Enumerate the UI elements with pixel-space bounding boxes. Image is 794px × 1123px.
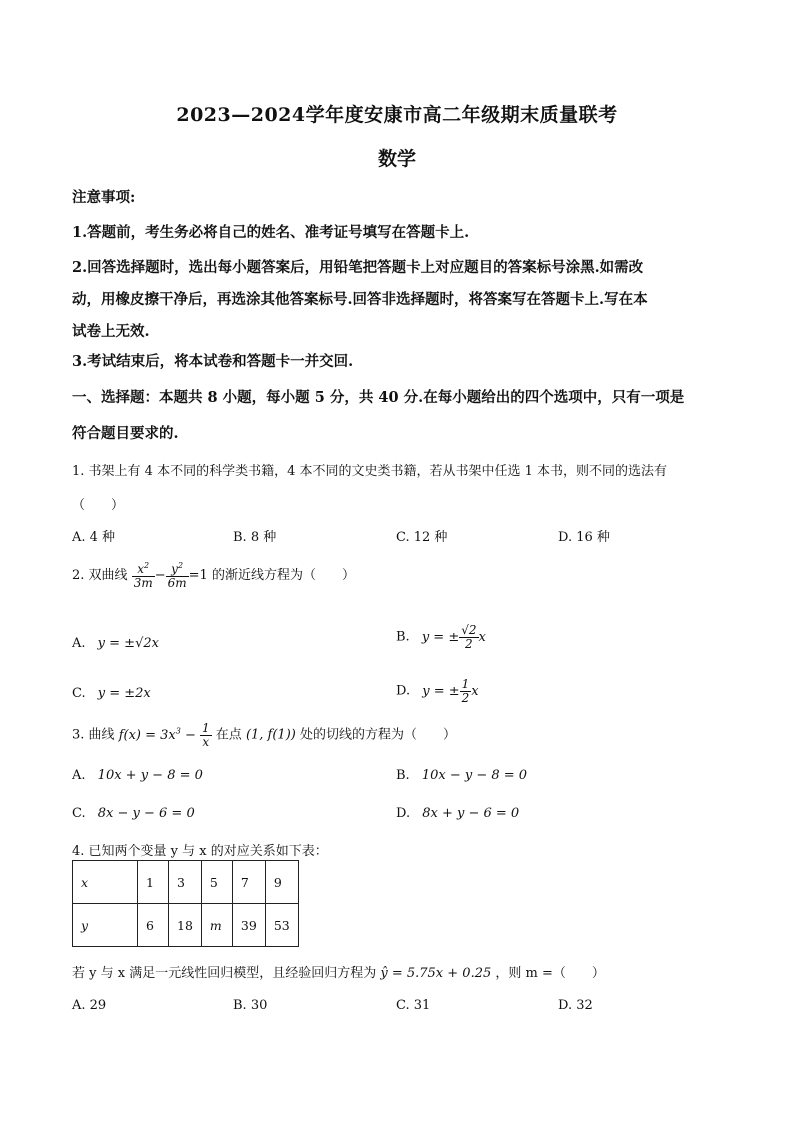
table-cell: 9 [265, 861, 298, 904]
notice-item-2-line-2: 动，用橡皮擦干净后，再选涂其他答案标号.回答非选择题时，将答案写在答题卡上.写在本 [72, 291, 648, 308]
table-cell: 18 [169, 904, 202, 947]
table-cell: 3 [169, 861, 202, 904]
notice-item-2-line-3: 试卷上无效. [72, 323, 150, 340]
q2-option-d: D. y = ± $\frac{1}{2}$ x [396, 677, 479, 705]
table-cell: y [73, 904, 138, 947]
table-cell: 1 [138, 861, 169, 904]
q3-stem: 3. 曲线 $f(x) = 3x^3$ − $\frac{1}{x}$ 在点 (1, f(1)) 处的切线的方程为（ ） [72, 721, 456, 749]
section1-heading-line-1: 一、选择题：本题共 8 小题，每小题 5 分，共 40 分.在每小题给出的四个选项中，只有一项是 [72, 389, 685, 406]
table-cell: 39 [232, 904, 265, 947]
notice-item-3: 3.考试结束后，将本试卷和答题卡一并交回. [72, 353, 354, 370]
q2-suffix: 的渐近线方程为（ ） [211, 568, 355, 584]
q2-option-c: C. y = ±2x [72, 686, 151, 701]
q3-option-c: C. 8x − y − 6 = 0 [72, 806, 195, 821]
q1-option-a: A. 4 种 [72, 530, 116, 545]
q2-option-a: A. y = ±√2x [72, 636, 159, 651]
notice-item-2-line-1: 2.回答选择题时，选出每小题答案后，用铅笔把答题卡上对应题目的答案标号涂黑.如需改 [72, 259, 644, 276]
q4-option-c: C. 31 [396, 998, 431, 1013]
q1-option-c: C. 12 种 [396, 530, 448, 545]
q3-option-b: B. 10x − y − 8 = 0 [396, 768, 528, 783]
notice-item-1: 1.答题前，考生务必将自己的姓名、准考证号填写在答题卡上. [72, 224, 470, 241]
q2-prefix: 2. 双曲线 [72, 568, 128, 584]
section1-heading-line-2: 符合题目要求的. [72, 425, 179, 442]
q4-regression-equation: ŷ = 5.75x + 0.25 [380, 966, 492, 981]
exam-title: 2023—2024学年度安康市高二年级期末质量联考 [176, 104, 618, 126]
table-row-y [73, 904, 299, 947]
table-cell: 5 [201, 861, 232, 904]
q4-stem: 若 y 与 x 满足一元线性回归模型，且经验回归方程为 ŷ = 5.75x + 0.25 ，则 m =（ ） [72, 966, 605, 981]
q1-stem-line-1: 1. 书架上有 4 本不同的科学类书籍，4 本不同的文史类书籍，若从书架中任选 1 本书，则不同的选法有 [72, 464, 668, 479]
q2-hyperbola-equation: $\frac{x^2}{3m}$ − $\frac{y^2}{6m}$ =1 [133, 561, 208, 590]
q4-intro: 4. 已知两个变量 y 与 x 的对应关系如下表： [72, 844, 328, 859]
q2-stem [72, 562, 355, 589]
q4-option-a: A. 29 [72, 998, 107, 1013]
q3-point: (1, f(1)) [245, 727, 296, 743]
q2-option-b: B. y = ± $\frac{√2}{2}$ x [396, 623, 486, 651]
subject-title: 数学 [377, 148, 416, 170]
table-cell: 7 [232, 861, 265, 904]
table-cell: x [73, 861, 138, 904]
q4-option-d: D. 32 [558, 998, 593, 1013]
notice-heading: 注意事项: [72, 189, 136, 206]
q1-option-d: D. 16 种 [558, 530, 610, 545]
q3-option-a: A. 10x + y − 8 = 0 [72, 768, 203, 783]
q3-option-d: D. 8x + y − 6 = 0 [396, 806, 520, 821]
q1-option-b: B. 8 种 [233, 530, 277, 545]
q3-function: $f(x) = 3x^3$ − $\frac{1}{x}$ [118, 721, 210, 749]
q4-data-table [72, 860, 299, 947]
q4-option-b: B. 30 [233, 998, 268, 1013]
table-cell: m [201, 904, 232, 947]
table-cell: 53 [265, 904, 298, 947]
table-cell: 6 [138, 904, 169, 947]
q1-stem-line-2: （ ） [72, 498, 125, 513]
table-row-x [73, 861, 299, 904]
